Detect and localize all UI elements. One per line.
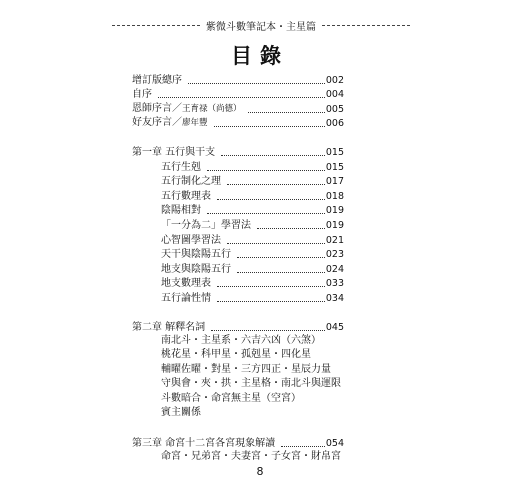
toc-entry-teacher-preface[interactable] [132,101,344,116]
toc-entry-label-text: 恩師序言／ [132,102,182,114]
toc-entry-label [132,102,242,116]
toc-entry-label: 五行制化之理 [161,176,221,188]
toc-entry-page: 018 [325,190,344,202]
toc-chapter-2[interactable] [132,319,344,334]
table-of-contents [132,72,344,464]
dot-leader [211,330,325,331]
toc-entry[interactable] [132,276,344,291]
toc-entry-label: 自序 [132,89,152,101]
chapter-label: 第一章 五行與干支 [132,146,216,158]
chapter-topic: 輔曜佐曜・對星・三方四正・星辰力量 [161,363,331,375]
toc-entry-label: 「一分為二」學習法 [161,219,251,231]
toc-entry-label: 陰陽相對 [161,205,201,217]
chapter-topic: 守與會・夾・拱・主星格・南北斗與運限 [161,378,341,390]
chapter-page: 015 [325,146,344,158]
dot-leader [237,272,325,273]
spacer [132,421,344,435]
toc-entry-page: 005 [325,103,344,115]
toc-entry-friend-preface[interactable] [132,116,344,131]
toc-entry[interactable] [132,232,344,247]
dot-leader [227,243,325,244]
spacer [132,130,344,144]
toc-entry-page: 019 [325,205,344,217]
running-header [112,18,410,33]
toc-entry-label: 五行數理表 [161,190,211,202]
toc-entry[interactable] [132,174,344,189]
toc-entry-author: 廖年豐 [182,118,208,129]
dot-leader [217,301,325,302]
toc-entry-label-text: 好友序言／ [132,117,182,129]
dot-leader [217,286,325,287]
toc-entry-page: 023 [325,249,344,261]
toc-entry-page: 006 [325,118,344,130]
toc-entry-page: 024 [325,263,344,275]
toc-entry-label: 天干與陰陽五行 [161,249,231,261]
toc-entry-page: 019 [325,219,344,231]
toc-entry-label: 五行生剋 [161,161,201,173]
dot-leader [214,126,325,127]
dot-leader [207,170,325,171]
toc-entry-page: 033 [325,278,344,290]
toc-entry[interactable] [132,261,344,276]
chapter-topic: 桃花星・科甲星・孤剋星・四化星 [161,349,311,361]
chapter-page: 045 [325,321,344,333]
dot-leader [257,228,325,229]
toc-entry[interactable] [132,290,344,305]
toc-entry-page: 004 [325,89,344,101]
toc-entry-page: 017 [325,176,344,188]
dot-leader [281,446,325,447]
dot-leader [217,199,325,200]
toc-entry-page: 034 [325,292,344,304]
toc-entry[interactable] [132,247,344,262]
toc-entry-label: 五行論性情 [161,292,211,304]
dot-leader [188,83,325,84]
dot-leader [158,97,325,98]
toc-chapter-3[interactable] [132,435,344,450]
toc-entry-label [132,116,208,130]
page-number: 8 [256,465,264,478]
header-rule-right [322,25,410,26]
chapter-label: 第三章 命宮十二宮各宮現象解讀 [132,437,276,449]
toc-entry-label: 地支數理表 [161,278,211,290]
toc-entry[interactable] [132,217,344,232]
spacer [132,305,344,319]
toc-entry-author: 王育禄（尚德） [182,103,242,114]
dot-leader [237,257,325,258]
running-title: 紫微斗數筆記本・主星篇 [206,22,316,33]
toc-entry[interactable] [132,203,344,218]
toc-entry-label: 地支與陰陽五行 [161,263,231,275]
dot-leader [207,213,325,214]
chapter-topic: 斗數暗合・命宮無主星（空宮） [161,392,301,404]
dot-leader [227,184,325,185]
page-title: 目錄 [231,44,289,68]
toc-chapter-1[interactable] [132,144,344,159]
chapter-topic: 命宮・兄弟宮・夫妻宮・子女宮・財帛宮 [161,450,341,462]
dot-leader [248,112,325,113]
chapter-topic: 南北斗・主星系・六吉六凶（六煞） [161,334,321,346]
dot-leader [221,155,325,156]
toc-entry-label: 增訂版總序 [132,74,182,86]
toc-entry[interactable] [132,159,344,174]
toc-entry-preface-new-edition[interactable] [132,72,344,87]
toc-entry-label: 心智圖學習法 [161,234,221,246]
chapter-topic: 賓主關係 [161,407,201,419]
chapter-label: 第二章 解釋名詞 [132,321,206,333]
toc-entry[interactable] [132,188,344,203]
toc-entry-author-preface[interactable] [132,87,344,102]
toc-entry-page: 015 [325,161,344,173]
toc-entry-page: 021 [325,234,344,246]
header-rule-left [112,25,200,26]
chapter-page: 054 [325,437,344,449]
toc-entry-page: 002 [325,74,344,86]
